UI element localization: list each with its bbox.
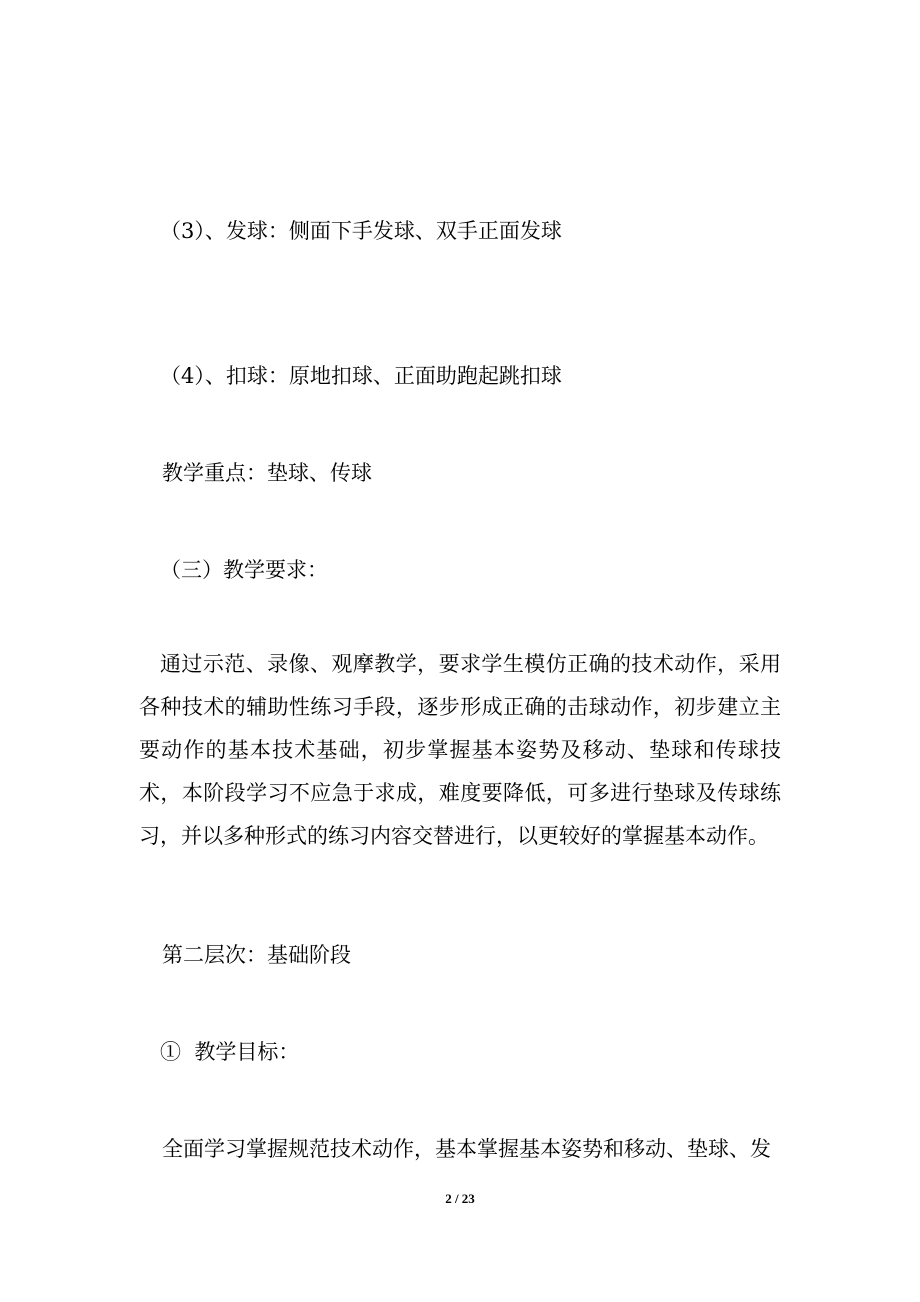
level-heading: 第二层次：基础阶段	[162, 943, 351, 967]
goal-heading: ① 教学目标：	[160, 1040, 300, 1064]
goal-text: 全面学习掌握规范技术动作，基本掌握基本姿势和移动、垫球、发	[162, 1137, 771, 1161]
requirements-paragraph: 通过示范、录像、观摩教学，要求学生模仿正确的技术动作，采用各种技术的辅助性练习手段，逐步形成正确的击球动作，初步建立主要动作的基本技术基础，初步掌握基本姿势及移动、垫球和传球技术，本阶段学习不应急于求成，难度要降低，可多进行垫球及传球练习，并以多种形式的练习内容交替进行，以更较好的掌握基本动作。	[139, 652, 781, 848]
page-number: 2 / 23	[445, 1191, 475, 1206]
teaching-focus: 教学重点：垫球、传球	[162, 461, 372, 485]
spike-item: （4）、扣球：原地扣球、正面助跑起跳扣球	[160, 364, 562, 388]
serve-item: （3）、发球：侧面下手发球、双手正面发球	[160, 219, 562, 243]
requirements-heading: （三）教学要求：	[160, 558, 328, 582]
